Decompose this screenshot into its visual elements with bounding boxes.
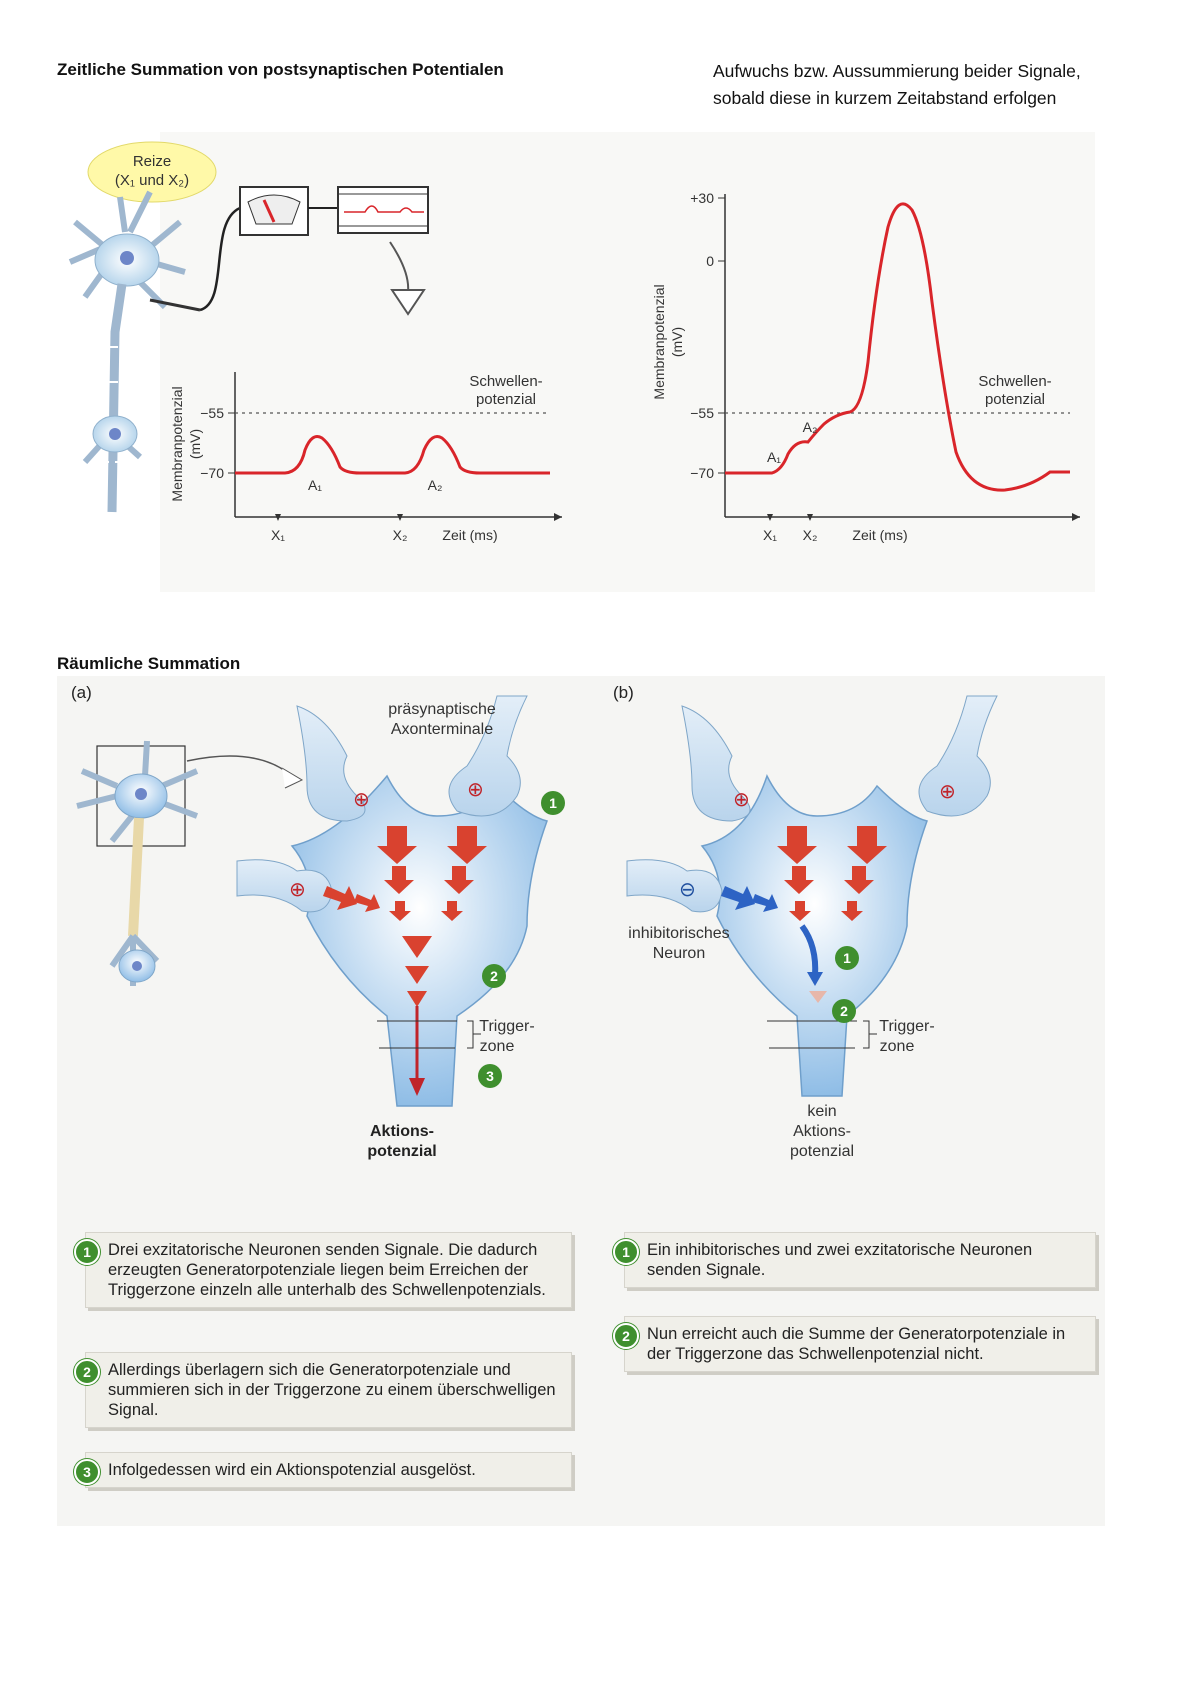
temporal-summation-figure — [114, 132, 1095, 592]
temporal-summation-svg — [114, 132, 1095, 592]
panel-b-inhib-1: inhibitorisches — [628, 925, 730, 942]
right-yunit: (mV) — [669, 326, 685, 358]
panel-b-trigger-2: zone — [879, 1038, 915, 1055]
panel-a-trigger-1: Trigger- — [479, 1018, 535, 1035]
caption-a-2-num: 2 — [74, 1359, 100, 1385]
panel-b-badge-2: 2 — [840, 1003, 848, 1019]
caption-box-b-2 — [624, 1316, 1096, 1372]
spatial-summation-figure — [57, 676, 1105, 1526]
right-threshold-label-1: Schwellen- — [978, 373, 1052, 390]
left-peak-a2: A₂ — [427, 477, 443, 493]
right-xtick-x2: X₂ — [802, 527, 818, 543]
left-peak-a1: A₁ — [307, 477, 323, 493]
panel-b-sign-2: ⊕ — [939, 781, 956, 803]
caption-b-2-num: 2 — [613, 1323, 639, 1349]
panel-a-result-1: Aktions- — [370, 1123, 434, 1140]
panel-b-result-3: potenzial — [789, 1143, 855, 1160]
left-xtick-x2: X₂ — [392, 527, 408, 543]
caption-b-1-num: 1 — [613, 1239, 639, 1265]
left-threshold-label-2: potenzial — [475, 391, 537, 408]
right-ytick-0: 0 — [706, 253, 714, 269]
panel-b-sign-3: ⊖ — [679, 879, 696, 901]
note-text: Aufwuchs bzw. Aussummierung beider Signale, sobald diese in kurzem Zeitabstand erfolgen — [713, 61, 1081, 108]
panel-b-result-1: kein — [807, 1103, 837, 1120]
right-curve — [725, 204, 1070, 490]
panel-b-label: (b) — [613, 683, 634, 702]
left-ytick-70: −70 — [200, 465, 224, 481]
caption-box-a-1 — [85, 1232, 572, 1308]
right-peak-a1: A₁ — [766, 449, 782, 465]
panel-b-badge-1: 1 — [843, 950, 851, 966]
panel-a-sign-3: ⊕ — [289, 879, 306, 901]
panel-a-badge-2: 2 — [490, 968, 498, 984]
right-ytick-70: −70 — [690, 465, 714, 481]
zoom-arrow-icon — [390, 242, 408, 292]
left-threshold-label-1: Schwellen- — [469, 373, 543, 390]
panel-b-sign-1: ⊕ — [733, 789, 750, 811]
caption-box-b-1 — [624, 1232, 1096, 1288]
right-ylabel: Membranpotenzial — [651, 284, 667, 400]
panel-a-presyn-1: präsynaptische — [388, 701, 496, 718]
right-xtick-x1: X₁ — [762, 527, 778, 543]
caption-a-1-text: Drei exzitatorische Neuronen senden Signale. Die dadurch erzeugten Generatorpotenziale liegen beim Erreichen der Triggerzone einzeln alle unterhalb des Schwellenpotenzials. — [108, 1241, 546, 1299]
left-curve — [235, 437, 550, 474]
panel-b-inhib-2: Neuron — [652, 945, 706, 962]
stimulus-label: Reize — [132, 153, 172, 170]
left-xlabel: Zeit (ms) — [442, 527, 498, 543]
stimulus-sub: (X₁ und X₂) — [114, 172, 190, 189]
panel-a-result-2: potenzial — [367, 1143, 437, 1160]
caption-box-a-2 — [85, 1352, 572, 1428]
panel-b-result-2: Aktions- — [793, 1123, 851, 1140]
caption-box-a-3 — [85, 1452, 572, 1488]
left-xtick-x1: X₁ — [270, 527, 286, 543]
panel-a-label: (a) — [71, 683, 92, 702]
section-title-temporal: Zeitliche Summation von postsynaptischen Potentialen — [57, 60, 504, 79]
left-yunit: (mV) — [187, 428, 203, 460]
right-ytick-30: +30 — [690, 190, 714, 206]
caption-a-1-num: 1 — [74, 1239, 100, 1265]
panel-a-badge-3: 3 — [486, 1068, 494, 1084]
caption-b-1-text: Ein inhibitorisches und zwei exzitatorische Neuronen senden Signale. — [647, 1241, 1033, 1279]
panel-a-badge-1: 1 — [549, 795, 557, 811]
right-peak-a2: A₂ — [802, 419, 818, 435]
left-chart — [169, 372, 562, 543]
panel-b-trigger-1: Trigger- — [879, 1018, 935, 1035]
right-threshold-label-2: potenzial — [984, 391, 1046, 408]
caption-b-2-text: Nun erreicht auch die Summe der Generatorpotenziale in der Triggerzone das Schwellenpotenzial nicht. — [647, 1325, 1066, 1363]
right-xlabel: Zeit (ms) — [852, 527, 908, 543]
left-ytick-55: −55 — [200, 405, 224, 421]
left-ylabel: Membranpotenzial — [169, 386, 185, 502]
section-title-spatial: Räumliche Summation — [57, 654, 241, 673]
caption-a-2-text: Allerdings überlagern sich die Generatorpotenziale und summieren sich in der Triggerzone zu einem überschwelligen Signal. — [108, 1361, 556, 1419]
right-ytick-55: −55 — [690, 405, 714, 421]
panel-a-sign-2: ⊕ — [467, 779, 484, 801]
panel-a-presyn-2: Axonterminale — [390, 721, 494, 738]
panel-b-soma — [627, 696, 997, 1096]
caption-a-3-num: 3 — [74, 1459, 100, 1485]
panel-a-trigger-2: zone — [479, 1038, 515, 1055]
right-chart — [651, 190, 1080, 543]
spatial-summation-svg — [57, 676, 1105, 1216]
panel-a-sign-1: ⊕ — [353, 789, 370, 811]
caption-a-3-text: Infolgedessen wird ein Aktionspotenzial ausgelöst. — [108, 1461, 476, 1479]
